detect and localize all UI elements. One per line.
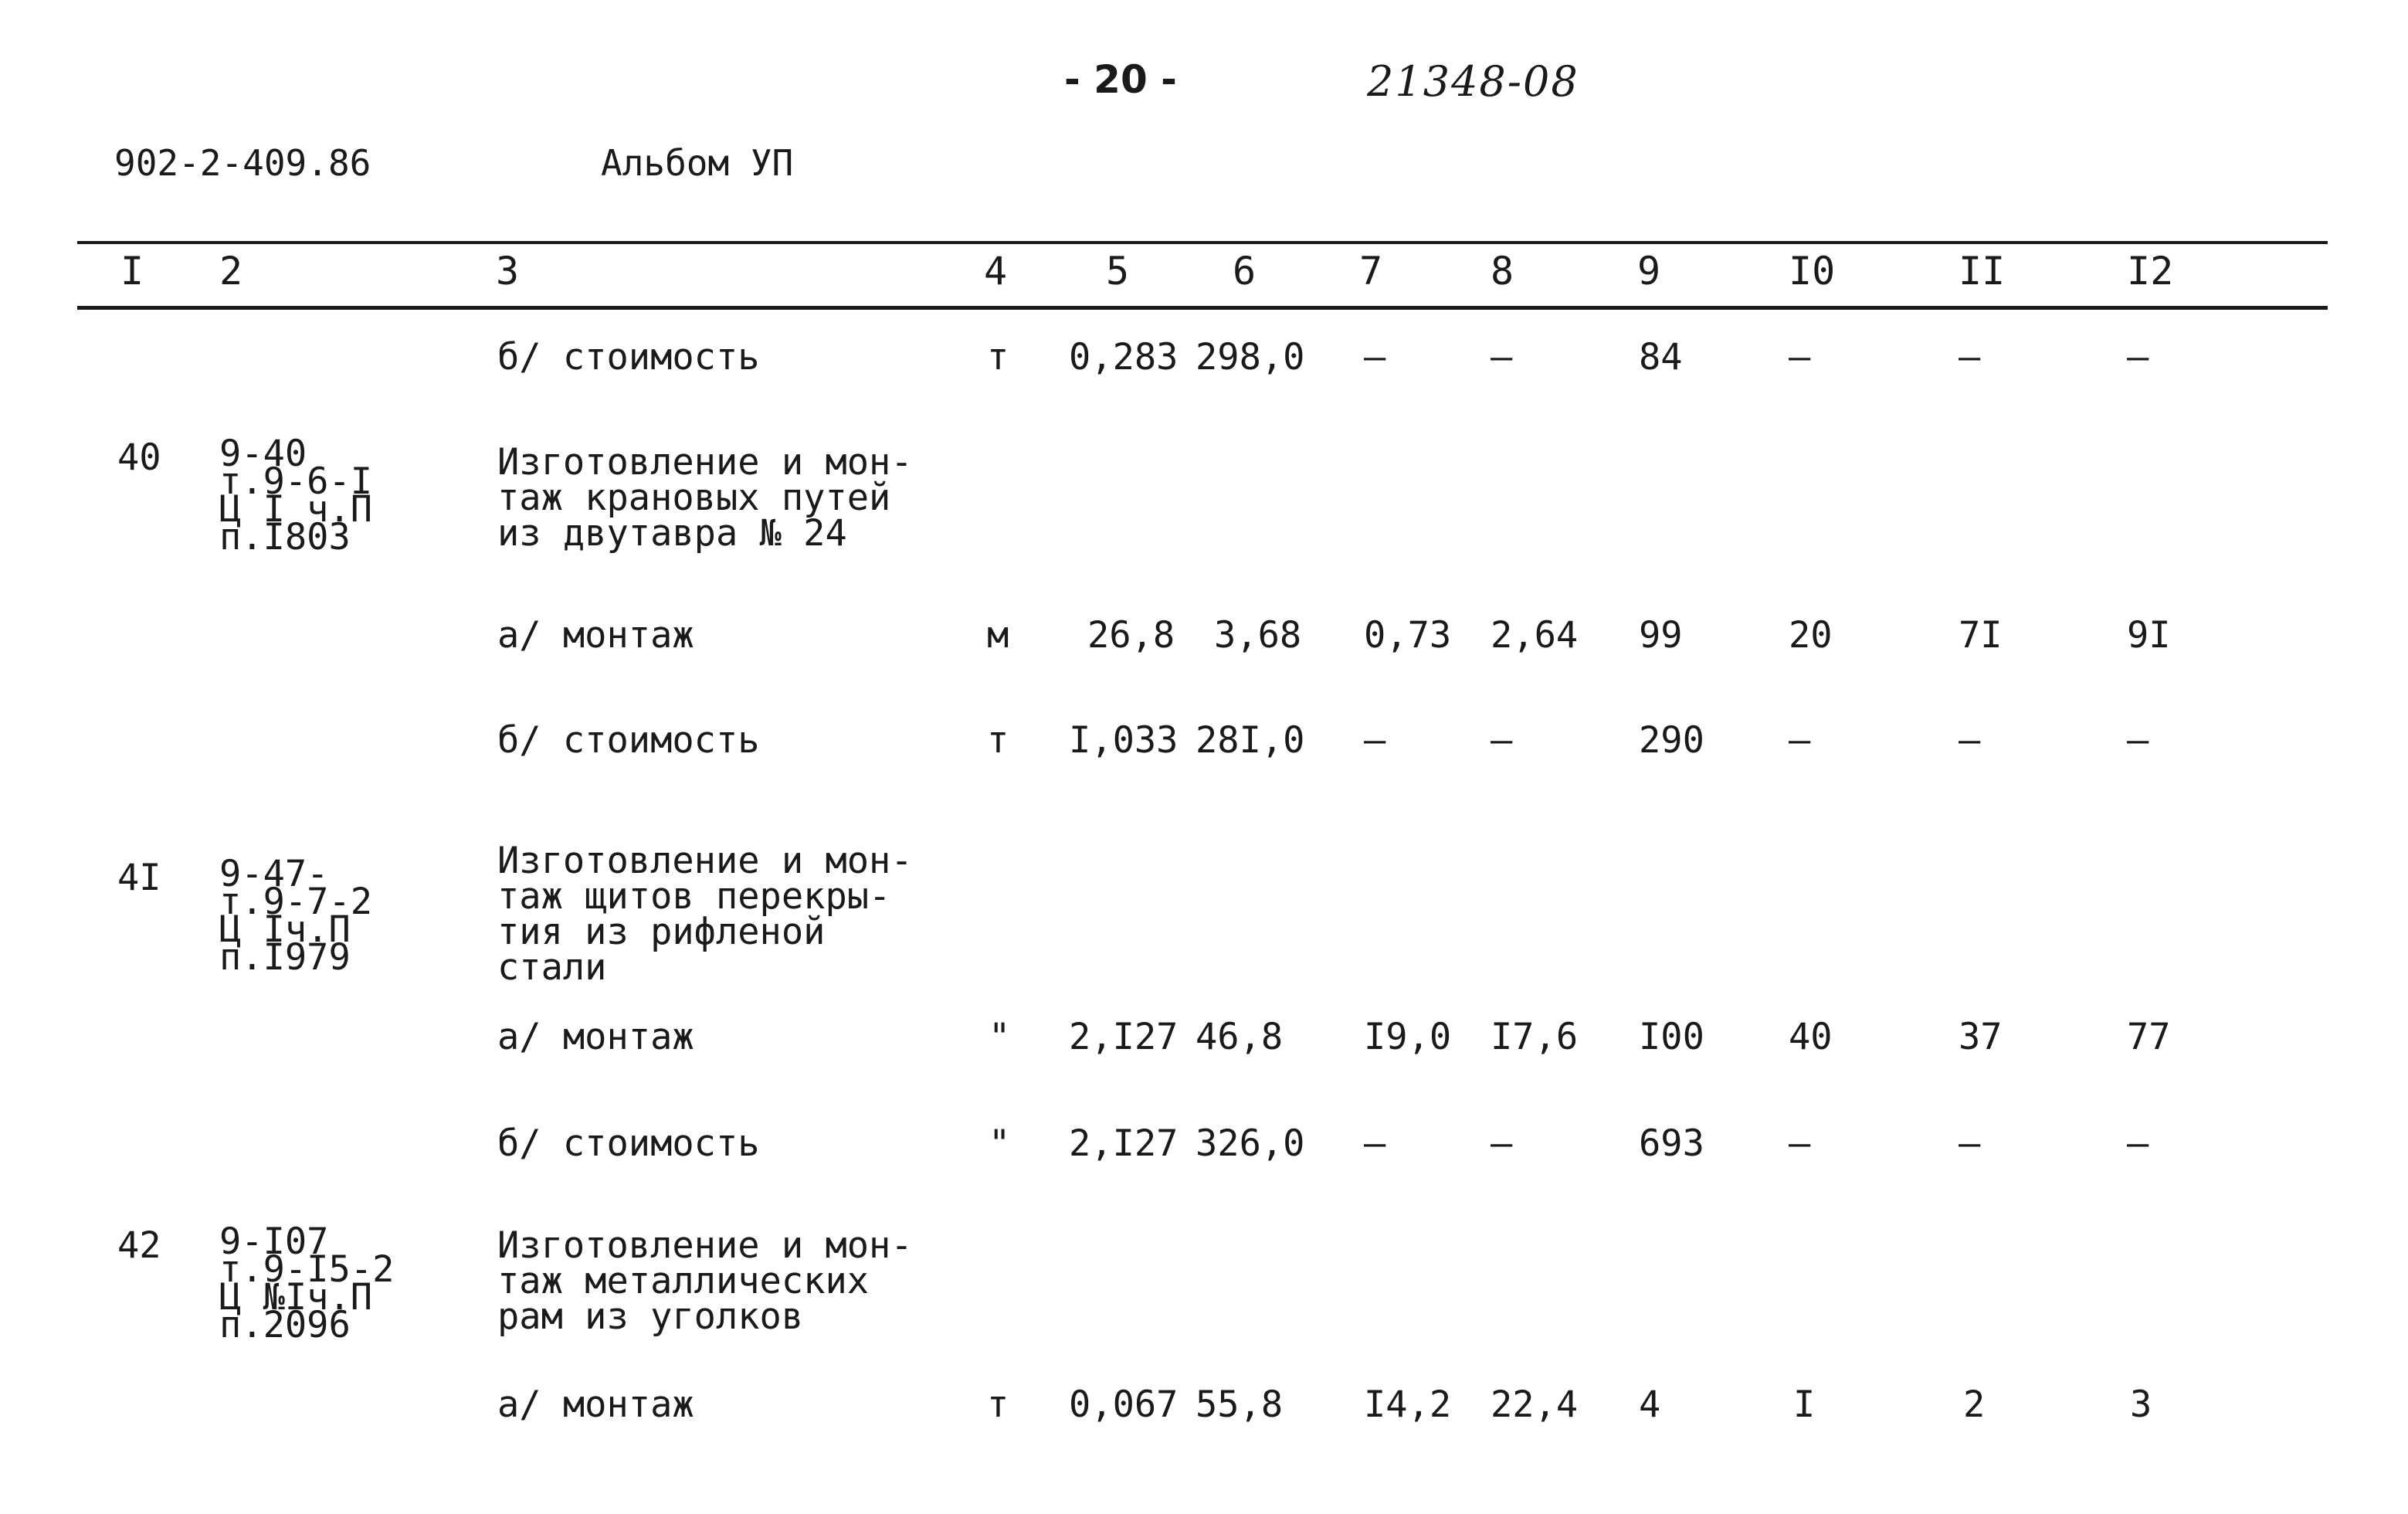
column-number: 7 (1359, 249, 1383, 294)
column-number: 4 (984, 249, 1008, 294)
value-cell-col9: 84 (1639, 336, 1683, 378)
value-cell-col10: 20 (1789, 614, 1833, 657)
value-cell-col10: 40 (1789, 1016, 1833, 1058)
item-description: а/ монтаж (497, 1383, 694, 1426)
value-cell-col12: – (2127, 336, 2149, 378)
value-cell-col9: I00 (1639, 1016, 1704, 1058)
item-description: Изготовление и мон- таж щитов перекры- тия из рифленой стали (497, 840, 913, 989)
document-code: 902-2-409.86 (114, 142, 371, 184)
value-cell-col5: 0,067 (1069, 1383, 1179, 1426)
item-number: 40 (117, 436, 161, 479)
value-cell-col10: I (1793, 1383, 1816, 1426)
table-top-rule (77, 241, 2328, 244)
column-number: I (120, 249, 144, 294)
value-cell-col6: 46,8 (1196, 1016, 1284, 1058)
value-cell-col6: 326,0 (1196, 1122, 1305, 1165)
norm-reference: 9-40 т.9-6-I Ц I ч.П п.I803 (219, 433, 373, 558)
column-number: 3 (496, 249, 520, 294)
unit-cell: т (987, 719, 1009, 762)
value-cell-col5: 26,8 (1087, 614, 1175, 657)
value-cell-col7: – (1364, 336, 1386, 378)
value-cell-col6: 55,8 (1196, 1383, 1284, 1426)
item-description: а/ монтаж (497, 1016, 694, 1058)
item-description: б/ стоимость (497, 336, 760, 378)
value-cell-col12: 3 (2130, 1383, 2152, 1426)
value-cell-col12: 77 (2127, 1016, 2171, 1058)
unit-cell: м (987, 614, 1009, 657)
item-description: Изготовление и мон- таж крановых путей из двутавра № 24 (497, 441, 913, 555)
value-cell-col6: 298,0 (1196, 336, 1305, 378)
value-cell-col7: 0,73 (1364, 614, 1452, 657)
column-number: I0 (1789, 249, 1836, 294)
value-cell-col12: 9I (2127, 614, 2171, 657)
value-cell-col6: 28I,0 (1196, 719, 1305, 762)
item-description: Изготовление и мон- таж металлических рам из уголков (497, 1224, 913, 1338)
value-cell-col11: – (1959, 336, 1981, 378)
norm-reference: 9-I07 т.9-I5-2 Ц №Iч.П п.2096 (219, 1220, 395, 1346)
value-cell-col10: – (1789, 719, 1811, 762)
value-cell-col7: I4,2 (1364, 1383, 1452, 1426)
value-cell-col9: 290 (1639, 719, 1704, 762)
value-cell-col10: – (1789, 1122, 1811, 1165)
value-cell-col9: 99 (1639, 614, 1683, 657)
column-number: 2 (219, 249, 243, 294)
handwritten-document-code: 21348-08 (1367, 57, 1579, 106)
value-cell-col9: 693 (1639, 1122, 1704, 1165)
value-cell-col12: – (2127, 719, 2149, 762)
value-cell-col8: 22,4 (1491, 1383, 1579, 1426)
value-cell-col8: 2,64 (1491, 614, 1579, 657)
value-cell-col7: I9,0 (1364, 1016, 1452, 1058)
album-label: Альбом УП (601, 142, 794, 184)
value-cell-col8: – (1491, 336, 1513, 378)
value-cell-col11: 37 (1959, 1016, 2003, 1058)
item-description: б/ стоимость (497, 719, 760, 762)
column-number: II (1959, 249, 2006, 294)
table-header-rule (77, 306, 2328, 310)
value-cell-col12: – (2127, 1122, 2149, 1165)
value-cell-col5: 2,I27 (1069, 1016, 1179, 1058)
value-cell-col11: 7I (1959, 614, 2003, 657)
value-cell-col11: – (1959, 719, 1981, 762)
item-description: б/ стоимость (497, 1122, 760, 1165)
value-cell-col8: – (1491, 1122, 1513, 1165)
page-number: - 20 - (1064, 57, 1177, 102)
value-cell-col7: – (1364, 1122, 1386, 1165)
value-cell-col8: – (1491, 719, 1513, 762)
column-number: 6 (1233, 249, 1257, 294)
value-cell-col5: 2,I27 (1069, 1122, 1179, 1165)
unit-cell: " (989, 1016, 1011, 1058)
item-number: 4I (117, 857, 161, 899)
column-number: 5 (1106, 249, 1130, 294)
column-number: I2 (2127, 249, 2174, 294)
value-cell-col10: – (1789, 336, 1811, 378)
value-cell-col11: – (1959, 1122, 1981, 1165)
value-cell-col5: 0,283 (1069, 336, 1179, 378)
value-cell-col6: 3,68 (1214, 614, 1302, 657)
value-cell-col5: I,033 (1069, 719, 1179, 762)
unit-cell: т (987, 336, 1009, 378)
value-cell-col7: – (1364, 719, 1386, 762)
item-description: а/ монтаж (497, 614, 694, 657)
item-number: 42 (117, 1224, 161, 1267)
value-cell-col9: 4 (1639, 1383, 1661, 1426)
unit-cell: т (987, 1383, 1009, 1426)
unit-cell: " (989, 1122, 1011, 1165)
column-number: 9 (1637, 249, 1661, 294)
column-number: 8 (1491, 249, 1514, 294)
value-cell-col8: I7,6 (1491, 1016, 1579, 1058)
norm-reference: 9-47- т.9-7-2 Ц Iч.П п.I979 (219, 853, 373, 979)
value-cell-col11: 2 (1963, 1383, 1986, 1426)
